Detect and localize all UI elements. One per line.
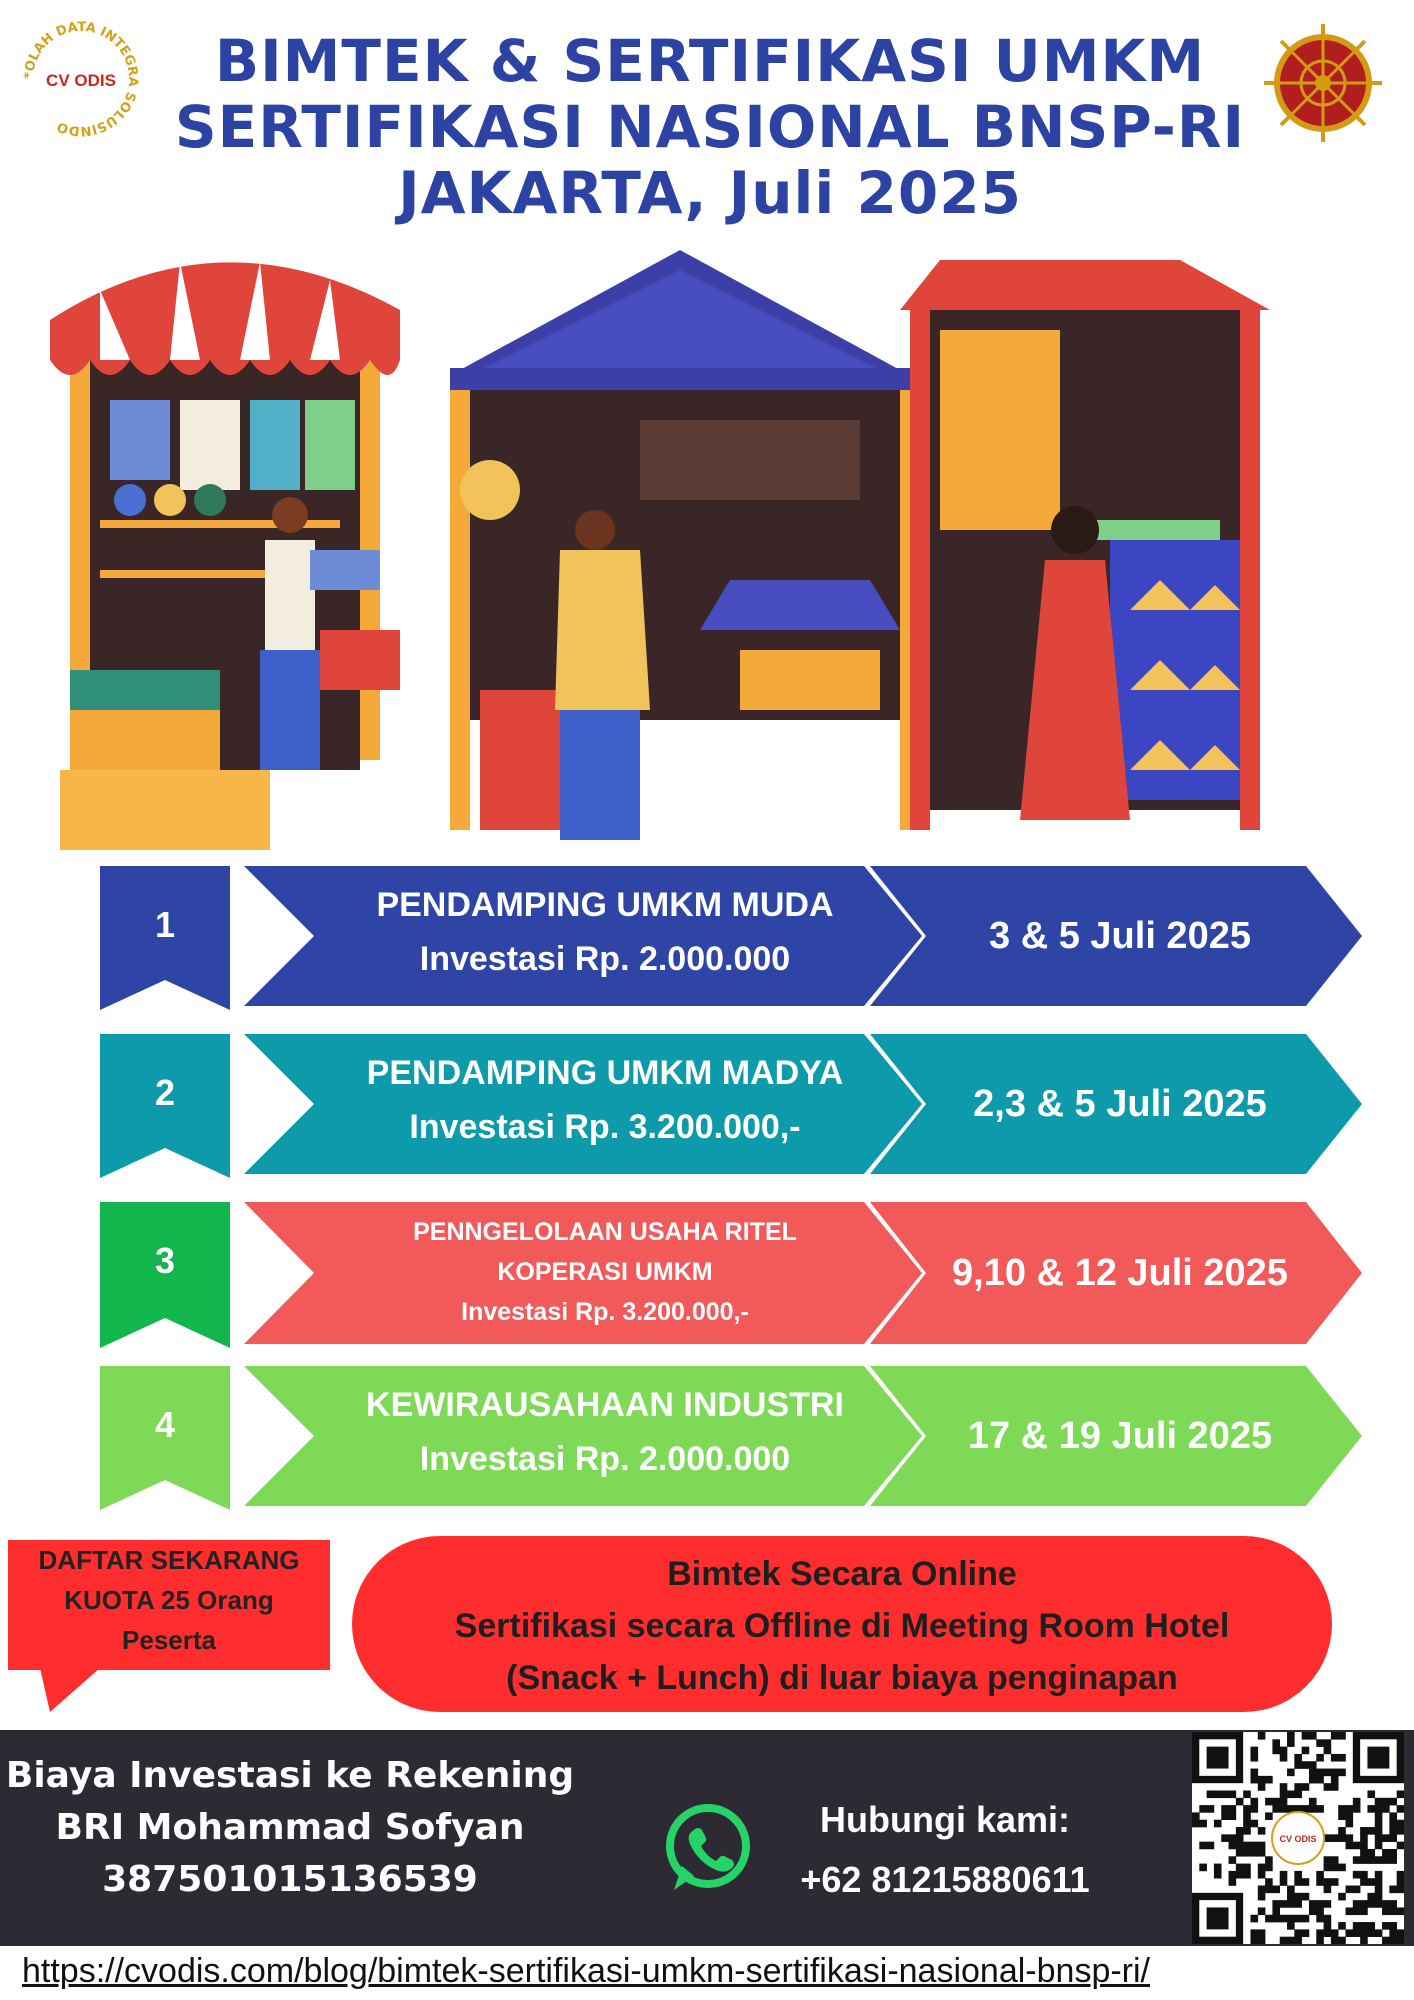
callout-line-3: Peserta bbox=[122, 1625, 216, 1655]
program-number-text: 3 bbox=[154, 1240, 176, 1281]
title-line-1: BIMTEK & SERTIFIKASI UMKM bbox=[214, 27, 1206, 95]
contact-phone[interactable]: +62 81215880611 bbox=[800, 1859, 1090, 1900]
title-line-3: JAKARTA, Juli 2025 bbox=[398, 159, 1022, 227]
qr-code[interactable] bbox=[1192, 1732, 1404, 1944]
title-line-2: SERTIFIKASI NASIONAL BNSP-RI bbox=[174, 93, 1246, 161]
program-title-line-2: KOPERASI UMKM bbox=[497, 1258, 713, 1286]
market-stalls-illustration bbox=[40, 250, 1400, 870]
bank-line-1: Biaya Investasi ke Rekening bbox=[5, 1755, 575, 1796]
online-info-pill bbox=[352, 1536, 1332, 1712]
program-number-text: 1 bbox=[154, 904, 176, 945]
qr-logo-text: CV ODIS bbox=[1279, 1834, 1317, 1844]
register-callout[interactable] bbox=[8, 1540, 330, 1670]
program-title: PENDAMPING UMKM MADYA bbox=[366, 1054, 844, 1092]
bank-account-number: 387501015136539 bbox=[102, 1859, 478, 1900]
program-investment: Investasi Rp. 3.200.000,- bbox=[461, 1298, 749, 1326]
program-dates: 2,3 & 5 Juli 2025 bbox=[973, 1083, 1267, 1125]
program-details bbox=[300, 1378, 910, 1486]
whatsapp-icon[interactable] bbox=[660, 1800, 756, 1896]
program-number-text: 2 bbox=[154, 1072, 176, 1113]
program-title: KEWIRAUSAHAAN INDUSTRI bbox=[366, 1386, 844, 1424]
svg-text:CV ODIS: CV ODIS bbox=[46, 71, 116, 90]
program-investment: Investasi Rp. 2.000.000 bbox=[419, 940, 791, 978]
program-title: PENNGELOLAAN USAHA RITEL bbox=[413, 1218, 797, 1246]
callout-line-2: KUOTA 25 Orang bbox=[64, 1585, 274, 1615]
program-number-tab bbox=[100, 1366, 232, 1540]
program-dates: 3 & 5 Juli 2025 bbox=[989, 915, 1251, 957]
online-line-2: Sertifikasi secara Offline di Meeting Room Hotel bbox=[454, 1607, 1230, 1645]
program-title: PENDAMPING UMKM MUDA bbox=[376, 886, 834, 924]
wheel-emblem-logo bbox=[1262, 22, 1384, 144]
contact-label: Hubungi kami: bbox=[820, 1799, 1070, 1840]
program-details bbox=[300, 1046, 910, 1154]
bank-info bbox=[0, 1750, 580, 1906]
online-line-1: Bimtek Secara Online bbox=[667, 1555, 1017, 1593]
bank-line-2: BRI Mohammad Sofyan bbox=[55, 1807, 525, 1848]
online-line-3: (Snack + Lunch) di luar biaya penginapan bbox=[506, 1659, 1178, 1697]
cv-odis-logo bbox=[16, 14, 146, 144]
program-number-tab bbox=[100, 1202, 232, 1378]
blog-url-link[interactable]: https://cvodis.com/blog/bimtek-sertifikasi-umkm-sertifikasi-nasional-bnsp-ri/ bbox=[22, 1952, 1150, 1990]
callout-line-1: DAFTAR SEKARANG bbox=[38, 1545, 300, 1575]
program-dates: 17 & 19 Juli 2025 bbox=[967, 1415, 1273, 1457]
svg-text:*OLAH DATA INTEGRA SOLUSINDO: *OLAH DATA INTEGRA SOLUSINDO bbox=[21, 19, 141, 139]
program-details bbox=[300, 878, 910, 986]
program-number-text: 4 bbox=[154, 1404, 176, 1445]
program-details bbox=[300, 1212, 910, 1332]
program-number-tab bbox=[100, 866, 232, 1040]
program-number-tab bbox=[100, 1034, 232, 1208]
program-dates: 9,10 & 12 Juli 2025 bbox=[952, 1252, 1288, 1294]
contact-info bbox=[760, 1790, 1130, 1910]
callout-tail bbox=[40, 1668, 100, 1712]
program-investment: Investasi Rp. 2.000.000 bbox=[419, 1440, 791, 1478]
program-investment: Investasi Rp. 3.200.000,- bbox=[409, 1108, 801, 1146]
